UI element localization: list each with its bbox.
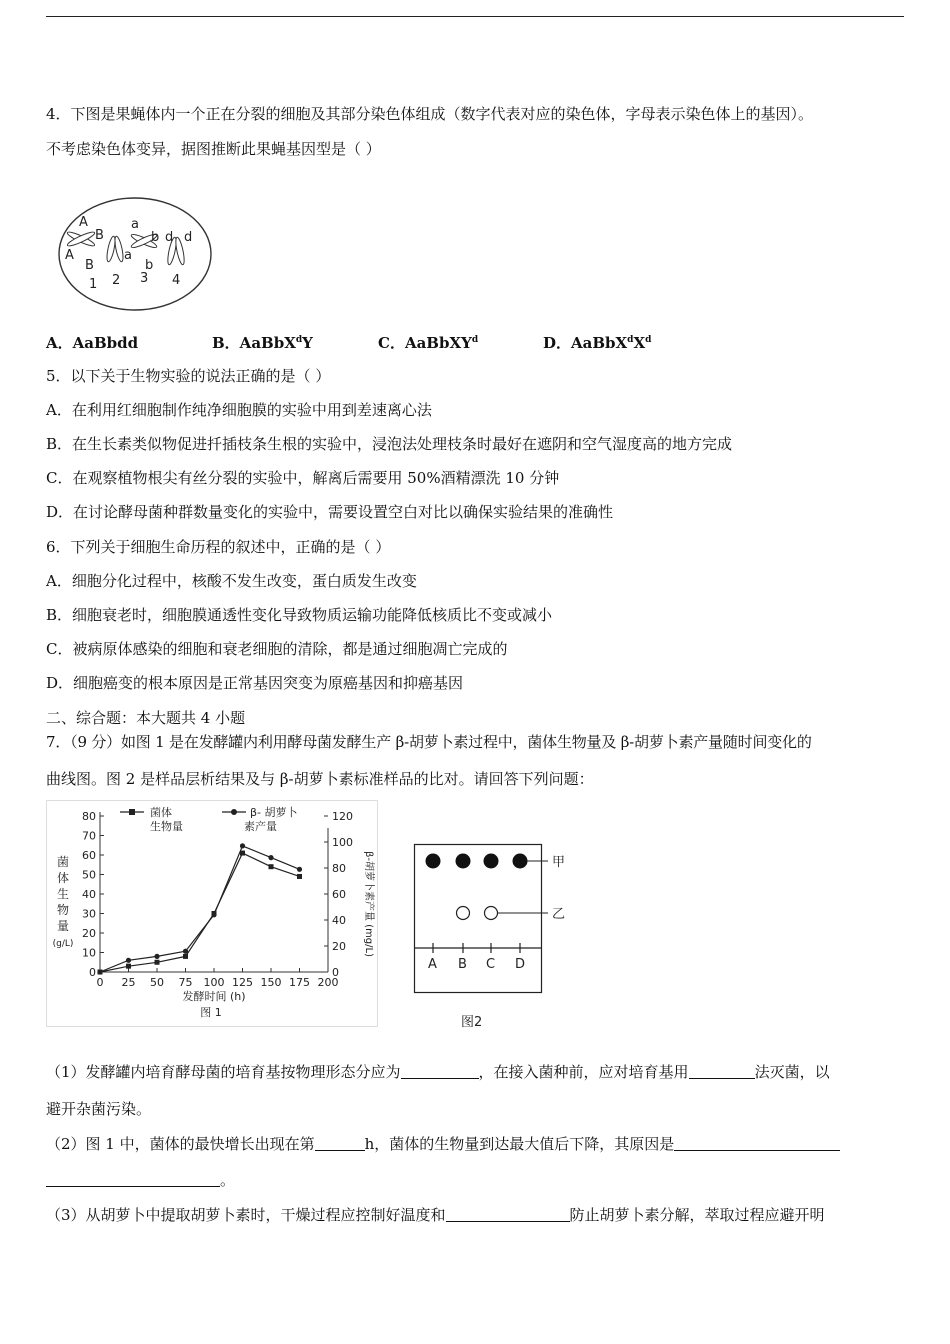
gene-label: a bbox=[131, 217, 139, 232]
gene-label: d bbox=[184, 230, 193, 245]
x-tick-label: 125 bbox=[232, 976, 253, 989]
left-tick-label: 0 bbox=[89, 966, 96, 979]
x-tick-label: 100 bbox=[203, 976, 225, 989]
gene-label: a bbox=[124, 248, 132, 263]
x-tick-label: 50 bbox=[150, 976, 164, 989]
q5-option-c[interactable]: C．在观察植物根尖有丝分裂的实验中，解离后需要用 50%酒精漂洗 10 分钟 bbox=[46, 469, 560, 487]
q7-part1-line1: （1）发酵罐内培育酵母菌的培育基按物理形态分应为 ，在接入菌种前，应对培育基用 法灭菌，以 bbox=[46, 1063, 830, 1081]
data-point-carotene bbox=[297, 867, 302, 872]
left-tick-label: 60 bbox=[82, 849, 96, 862]
q4-stem-line1: 4．下图是果蝇体内一个正在分裂的细胞及其部分染色体组成（数字代表对应的染色体，字母表示染色体上的基因）。 bbox=[46, 105, 814, 123]
left-ylabel-unit: (g/L) bbox=[52, 939, 74, 949]
right-tick-label: 40 bbox=[332, 914, 346, 927]
left-tick-label: 10 bbox=[82, 946, 96, 960]
q6-stem: 6．下列关于细胞生命历程的叙述中，正确的是（ ） bbox=[46, 538, 391, 556]
q7-part3-line1: （3）从胡萝卜中提取胡萝卜素时，干燥过程应控制好温度和 防止胡萝卜素分解，萃取过程应避开明 bbox=[46, 1206, 825, 1224]
x-tick-label: 75 bbox=[178, 976, 193, 989]
data-point-carotene bbox=[97, 969, 102, 974]
left-ylabel-char: 量 bbox=[56, 919, 70, 933]
spot-yi-b bbox=[457, 907, 470, 920]
answer-blank-5[interactable] bbox=[446, 1207, 570, 1222]
gene-label: A bbox=[79, 215, 88, 230]
section-heading: 二、综合题：本大题共 4 小题 bbox=[46, 709, 246, 727]
data-point-biomass bbox=[297, 874, 302, 879]
left-tick-label: 50 bbox=[82, 868, 96, 882]
answer-blank-4-cont[interactable] bbox=[46, 1172, 220, 1187]
legend-series-1-line2: 生物量 bbox=[150, 820, 183, 833]
figure-2-chromatogram bbox=[410, 840, 590, 1040]
gene-label: B bbox=[85, 258, 94, 273]
q4-stem-line2: 不考虑染色体变异，据图推断此果蝇基因型是（ ） bbox=[46, 140, 381, 158]
q5-option-a[interactable]: A．在利用红细胞制作纯净细胞膜的实验中用到差速离心法 bbox=[46, 401, 432, 419]
x-tick-label: 150 bbox=[260, 976, 282, 989]
x-tick-label: 175 bbox=[289, 976, 310, 989]
answer-blank-3[interactable] bbox=[315, 1136, 365, 1151]
data-point-carotene bbox=[268, 855, 273, 860]
q7-stem-line1: 7．（9 分）如图 1 是在发酵罐内利用酵母菌发酵生产 β-胡萝卜素过程中，菌体生物量及 β-胡萝卜素产量随时间变化的 bbox=[46, 733, 812, 751]
chromosome-number: 3 bbox=[140, 271, 149, 286]
right-tick-label: 120 bbox=[332, 810, 353, 823]
label-jia: 甲 bbox=[552, 855, 566, 870]
header-rule bbox=[46, 16, 904, 17]
q5-stem: 5．以下关于生物实验的说法正确的是（ ） bbox=[46, 367, 331, 385]
gene-label: d bbox=[165, 230, 174, 245]
lane-label-a: A bbox=[428, 957, 437, 972]
data-point-carotene bbox=[240, 843, 245, 848]
chromosome-number: 4 bbox=[172, 273, 181, 288]
lane-label-c: C bbox=[486, 957, 496, 972]
legend-series-1-line1: 菌体 bbox=[150, 806, 172, 819]
answer-blank-4[interactable] bbox=[674, 1136, 840, 1151]
q7-stem-line2: 曲线图。图 2 是样品层析结果及与 β-胡萝卜素标准样品的比对。请回答下列问题： bbox=[46, 770, 594, 788]
left-tick-label: 20 bbox=[82, 927, 96, 940]
q4-option-b[interactable]: B．AaBbX$^d$Y bbox=[212, 334, 313, 352]
lane-label-d: D bbox=[515, 957, 526, 972]
left-ylabel-char: 菌 bbox=[56, 855, 70, 869]
legend-series-2-line1: β- 胡萝卜 bbox=[250, 806, 298, 819]
right-tick-label: 60 bbox=[332, 888, 346, 901]
figure-1-caption: 图 1 bbox=[200, 1006, 222, 1019]
figure-2-caption: 图2 bbox=[461, 1015, 483, 1030]
spot-jia-d bbox=[513, 854, 528, 869]
answer-blank-2[interactable] bbox=[689, 1064, 755, 1079]
lane-label-b: B bbox=[458, 957, 467, 972]
figure-1-chart bbox=[46, 800, 378, 1030]
q4-option-d[interactable]: D．$AaBbX^dX^d$ bbox=[543, 334, 652, 352]
data-point-biomass bbox=[183, 954, 188, 959]
chromosome-number: 2 bbox=[112, 273, 121, 288]
q4-option-c[interactable]: C．AaBbXY$^d$ bbox=[378, 334, 479, 352]
q6-option-b[interactable]: B．细胞衰老时，细胞膜通透性变化导致物质运输功能降低核质比不变或减小 bbox=[46, 606, 553, 624]
right-tick-label: 0 bbox=[332, 966, 339, 979]
left-tick-label: 80 bbox=[82, 810, 96, 823]
spot-jia-a bbox=[426, 854, 441, 869]
q7-part2-line2: 。 bbox=[46, 1170, 235, 1190]
right-tick-label: 100 bbox=[332, 836, 353, 849]
left-tick-label: 40 bbox=[82, 888, 96, 901]
legend-series-2-line2: 素产量 bbox=[244, 820, 277, 833]
q6-option-c[interactable]: C．被病原体感染的细胞和衰老细胞的清除，都是通过细胞凋亡完成的 bbox=[46, 640, 508, 658]
data-point-carotene bbox=[154, 954, 159, 959]
chromosome-number: 1 bbox=[89, 277, 98, 292]
spot-yi-c bbox=[485, 907, 498, 920]
right-ylabel: β-胡萝卜素产量 (mg/L) bbox=[363, 850, 374, 958]
label-yi: 乙 bbox=[552, 907, 566, 922]
legend bbox=[120, 805, 298, 833]
data-point-carotene bbox=[183, 949, 188, 954]
q5-option-b[interactable]: B．在生长素类似物促进扦插枝条生根的实验中，浸泡法处理枝条时最好在遮阴和空气湿度高的地方完成 bbox=[46, 435, 733, 453]
right-tick-label: 80 bbox=[332, 862, 346, 875]
x-tick-label: 0 bbox=[96, 976, 104, 989]
q5-option-d[interactable]: D．在讨论酵母菌种群数量变化的实验中，需要设置空白对比以确保实验结果的准确性 bbox=[46, 503, 614, 521]
data-point-biomass bbox=[269, 864, 274, 869]
q7-part2-line1: （2）图 1 中，菌体的最快增长出现在第 h，菌体的生物量到达最大值后下降，其原因是 bbox=[46, 1134, 840, 1154]
spot-jia-c bbox=[484, 854, 499, 869]
left-tick-label: 70 bbox=[82, 829, 96, 843]
right-tick-label: 20 bbox=[332, 940, 346, 953]
x-tick-label: 25 bbox=[121, 976, 136, 989]
gene-label: b bbox=[145, 258, 154, 273]
left-ylabel-char: 体 bbox=[56, 871, 70, 885]
series-line-1 bbox=[100, 853, 300, 972]
q4-option-a[interactable]: A．AaBbdd bbox=[46, 334, 139, 352]
answer-blank-1[interactable] bbox=[401, 1064, 479, 1079]
q6-option-d[interactable]: D．细胞癌变的根本原因是正常基因突变为原癌基因和抑癌基因 bbox=[46, 674, 464, 692]
x-axis-label: 发酵时间 (h) bbox=[182, 990, 246, 1003]
left-ylabel-char: 物 bbox=[56, 903, 70, 917]
data-point-biomass bbox=[126, 964, 131, 969]
left-tick-label: 30 bbox=[82, 907, 96, 921]
data-point-biomass bbox=[155, 960, 160, 965]
left-ylabel-char: 生 bbox=[56, 887, 70, 901]
gene-label: b bbox=[151, 230, 160, 245]
q6-option-a[interactable]: A．细胞分化过程中，核酸不发生改变，蛋白质发生改变 bbox=[46, 572, 417, 590]
x-tick-label: 200 bbox=[317, 976, 339, 989]
gene-label: A bbox=[65, 248, 74, 263]
cell-diagram bbox=[54, 193, 216, 315]
data-point-carotene bbox=[211, 912, 216, 917]
data-point-carotene bbox=[126, 958, 131, 963]
q7-part1-line2: 避开杂菌污染。 bbox=[46, 1100, 152, 1118]
gene-label: B bbox=[95, 228, 104, 243]
spot-jia-b bbox=[456, 854, 471, 869]
